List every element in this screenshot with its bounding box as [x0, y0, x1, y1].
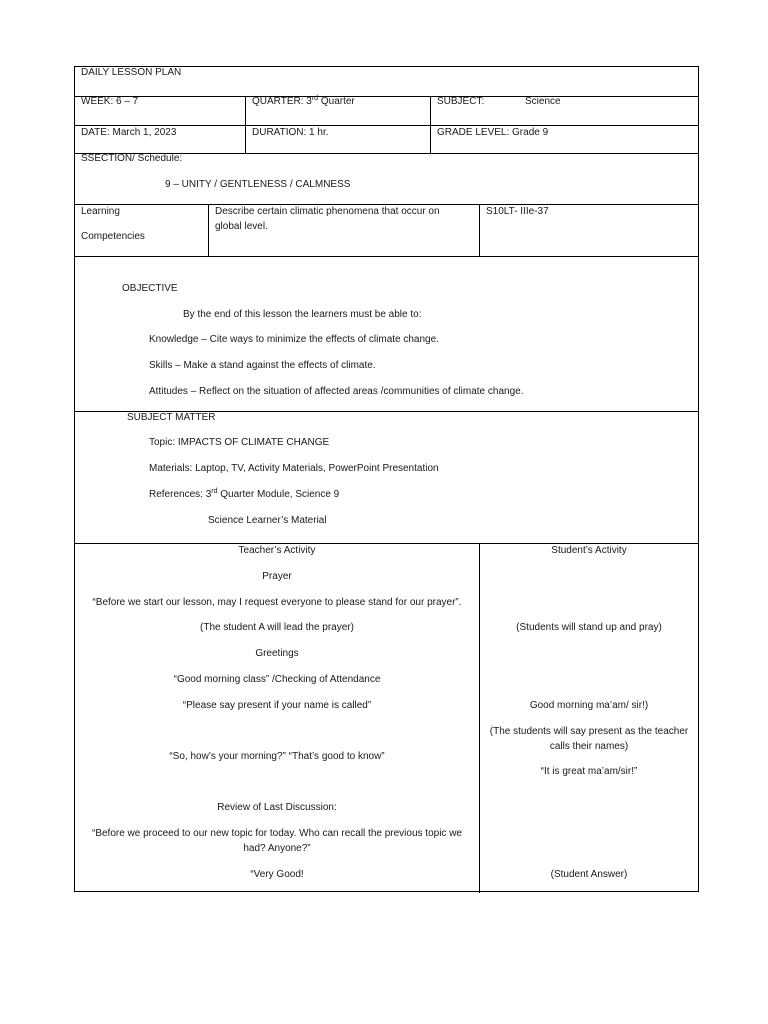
competencies-label-line2: Competencies — [81, 231, 145, 242]
objective-heading: OBJECTIVE — [122, 283, 178, 294]
row-divider — [75, 256, 698, 257]
column-divider — [430, 96, 431, 154]
grade-level-field: GRADE LEVEL: Grade 9 — [437, 127, 549, 138]
row-divider — [75, 125, 698, 126]
teacher-hows-morning: “So, how’s your morning?” “That’s good to know” — [169, 751, 385, 762]
student-prayer: (Students will stand up and pray) — [516, 622, 662, 633]
objective-intro: By the end of this lesson the learners must be able to: — [183, 309, 422, 320]
teacher-review: Review of Last Discussion: — [217, 802, 337, 813]
section-label: SSECTION/ Schedule: — [81, 153, 183, 164]
subject-matter-materials: Materials: Laptop, TV, Activity Materials, PowerPoint Presentation — [149, 463, 439, 474]
teacher-prayer: Prayer — [262, 571, 292, 582]
subject-matter-references-line2: Science Learner’s Material — [208, 515, 327, 526]
week-field: WEEK: 6 – 7 — [81, 96, 139, 107]
duration-field: DURATION: 1 hr. — [252, 127, 329, 138]
quarter-field: QUARTER: 3rd Quarter — [252, 95, 355, 107]
row-divider — [75, 204, 698, 205]
competencies-label-line1: Learning — [81, 206, 120, 217]
teacher-prayer-lead: (The student A will lead the prayer) — [200, 622, 354, 633]
student-answer: (Student Answer) — [550, 869, 628, 880]
subject-matter-references: References: 3rd Quarter Module, Science 9 — [149, 488, 340, 500]
objective-skills: Skills – Make a stand against the effects of climate. — [149, 360, 376, 371]
column-divider — [479, 543, 480, 893]
date-field: DATE: March 1, 2023 — [81, 127, 177, 138]
objective-attitudes: Attitudes – Reflect on the situation of affected areas /communities of climate change. — [149, 386, 524, 397]
document-title: DAILY LESSON PLAN — [81, 67, 182, 78]
section-value: 9 – UNITY / GENTLENESS / CALMNESS — [165, 179, 351, 190]
teacher-recall: “Before we proceed to our new topic for today. Who can recall the previous topic we had? Anyone?” — [91, 828, 462, 854]
subject-matter-heading: SUBJECT MATTER — [127, 412, 216, 423]
teacher-good-morning: “Good morning class” /Checking of Attendance — [173, 674, 381, 685]
teacher-prayer-request: “Before we start our lesson, may I request everyone to please stand for our prayer”. — [92, 597, 462, 608]
subject-label: SUBJECT: — [437, 96, 485, 107]
subject-value: Science — [525, 96, 561, 107]
student-activity-header: Student’s Activity — [551, 545, 627, 556]
subject-matter-topic: Topic: IMPACTS OF CLIMATE CHANGE — [149, 437, 330, 448]
daily-lesson-plan-table — [74, 66, 699, 892]
teacher-very-good: “Very Good! — [250, 869, 304, 880]
row-divider — [75, 96, 698, 97]
student-good-morning: Good morning ma’am/ sir!) — [529, 700, 649, 711]
teacher-say-present: “Please say present if your name is called” — [182, 700, 372, 711]
student-say-present: (The students will say present as the teacher calls their names) — [489, 726, 689, 752]
objective-knowledge: Knowledge – Cite ways to minimize the effects of climate change. — [149, 334, 439, 345]
competency-code: S10LT- IIIe-37 — [486, 206, 549, 217]
teacher-activity-header: Teacher’s Activity — [238, 545, 316, 556]
competency-description-line1: Describe certain climatic phenomena that occur on — [215, 206, 440, 217]
competency-description-line2: global level. — [215, 221, 268, 232]
student-great: “It is great ma’am/sir!” — [540, 766, 638, 777]
column-divider — [245, 96, 246, 154]
column-divider — [479, 204, 480, 256]
teacher-greetings: Greetings — [255, 648, 299, 659]
column-divider — [208, 204, 209, 256]
